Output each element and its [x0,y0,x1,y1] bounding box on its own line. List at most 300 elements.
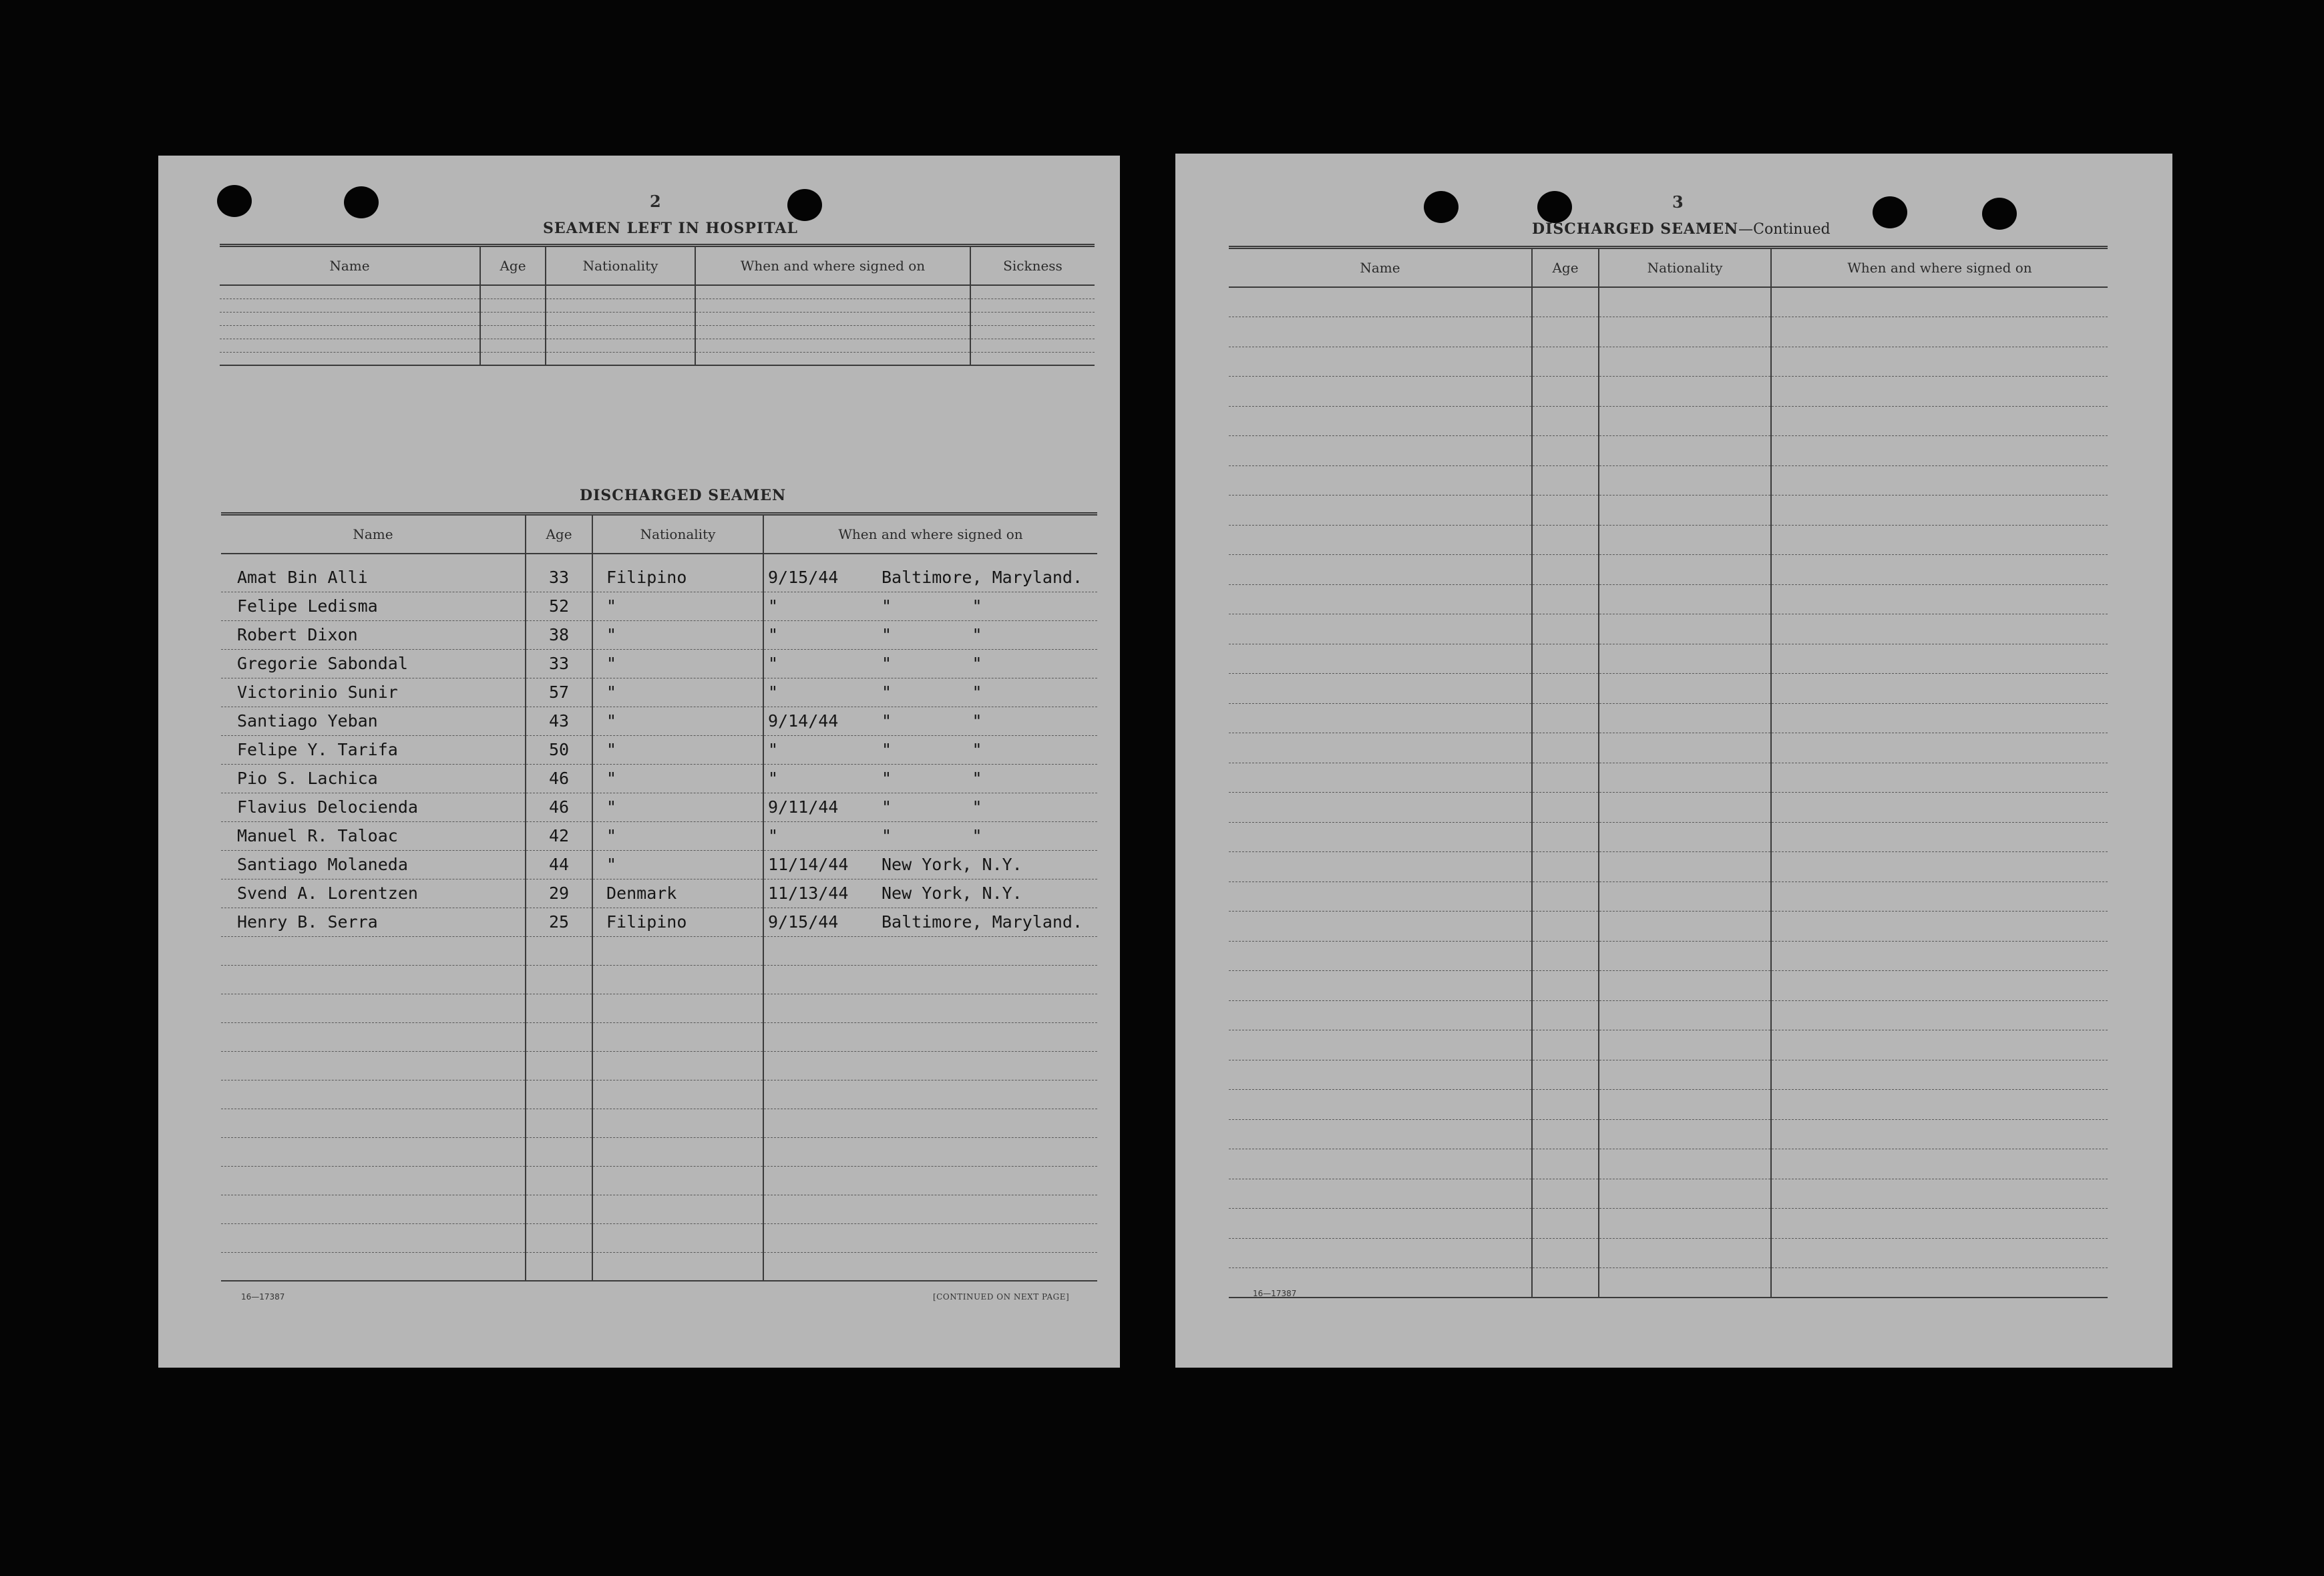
blank-row [1229,614,2108,644]
blank-cell [1229,377,1532,407]
seaman-nationality: " [592,678,763,707]
blank-row [220,312,1095,325]
seaman-nationality: " [592,735,763,764]
blank-row [1229,406,2108,436]
blank-cell [1771,555,2108,585]
seaman-name: Robert Dixon [221,620,526,649]
blank-cell [1599,584,1771,614]
seaman-nationality: Filipino [592,908,763,936]
signed-on-place: " " [882,596,982,616]
blank-cell [1229,525,1532,555]
blank-cell [221,1223,526,1252]
blank-cell [1599,377,1771,407]
table-row [221,764,1097,793]
signed-on-cell [763,649,1097,678]
blank-cell [221,1051,526,1080]
seaman-nationality: Denmark [592,879,763,908]
table-row [221,735,1097,764]
blank-row [1229,971,2108,1001]
blank-cell [1771,584,2108,614]
blank-cell [1599,525,1771,555]
blank-row [1229,287,2108,317]
blank-cell [1229,703,1532,733]
signed-on-cell [763,764,1097,793]
blank-cell [1771,733,2108,763]
blank-cell [592,936,763,965]
right-section-title-main: DISCHARGED SEAMEN [1532,220,1739,238]
blank-cell [1229,763,1532,793]
blank-cell [526,1137,592,1166]
table-row [221,821,1097,850]
blank-cell [1532,555,1599,585]
blank-cell [763,1137,1097,1166]
column-header-when-where: When and where signed on [763,514,1097,554]
seaman-age: 46 [526,793,592,821]
blank-cell [1771,941,2108,971]
page-number: 2 [650,192,661,211]
blank-cell [1771,1090,2108,1120]
column-header-age: Age [1532,248,1599,288]
blank-row [1229,1209,2108,1239]
seaman-name: Santiago Yeban [221,707,526,735]
blank-cell [763,1223,1097,1252]
seaman-age: 46 [526,764,592,793]
punch-hole-icon [1873,196,1907,228]
blank-cell [1229,614,1532,644]
blank-cell [1771,465,2108,496]
blank-cell [546,285,695,299]
blank-cell [1771,317,2108,347]
table-row [221,678,1097,707]
blank-cell [221,936,526,965]
blank-cell [1599,436,1771,466]
column-header-nationality: Nationality [546,246,695,286]
blank-cell [1771,674,2108,704]
blank-cell [546,352,695,365]
signed-on-date: " [768,625,779,644]
blank-cell [1771,852,2108,882]
blank-cell [1771,287,2108,317]
blank-cell [221,965,526,994]
spacer-cell [592,554,763,563]
signed-on-cell [763,620,1097,649]
blank-cell [592,1195,763,1223]
blank-cell [1532,822,1599,852]
blank-cell [526,1223,592,1252]
blank-row [1229,436,2108,466]
signed-on-date: 9/14/44 [768,711,839,731]
blank-cell [1229,496,1532,526]
blank-cell [1532,1119,1599,1149]
blank-row [1229,1000,2108,1030]
blank-cell [480,285,546,299]
blank-cell [592,1022,763,1051]
seaman-nationality: " [592,821,763,850]
punch-hole-icon [217,185,252,217]
blank-row [1229,1179,2108,1209]
seaman-nationality: " [592,592,763,620]
right-section-title-suffix: —Continued [1738,221,1830,238]
blank-cell [546,339,695,352]
blank-cell [592,994,763,1022]
blank-cell [1229,1119,1532,1149]
blank-cell [480,325,546,339]
seaman-name: Amat Bin Alli [221,563,526,592]
blank-cell [546,299,695,312]
punch-hole-icon [1537,191,1572,223]
blank-row [221,1195,1097,1223]
seaman-age: 33 [526,649,592,678]
blank-row [1229,763,2108,793]
spacer-cell [763,554,1097,563]
blank-cell [221,1109,526,1137]
signed-on-place: " " [882,711,982,731]
blank-cell [695,285,970,299]
seaman-age: 44 [526,850,592,879]
right-page [1175,154,2172,1368]
signed-on-date: " [768,740,779,759]
blank-cell [1599,317,1771,347]
blank-cell [1229,733,1532,763]
blank-row [1229,555,2108,585]
seaman-nationality: " [592,793,763,821]
blank-row [1229,317,2108,347]
blank-row [221,994,1097,1022]
blank-cell [1532,1179,1599,1209]
blank-cell [763,965,1097,994]
blank-cell [480,299,546,312]
blank-cell [1771,1119,2108,1149]
blank-cell [1532,1060,1599,1090]
signed-on-date: " [768,826,779,845]
discharged-section-title: DISCHARGED SEAMEN [580,487,787,504]
blank-cell [1532,1149,1599,1179]
blank-cell [220,339,480,352]
blank-cell [1599,733,1771,763]
blank-row [1229,941,2108,971]
blank-cell [1229,287,1532,317]
signed-on-cell [763,592,1097,620]
blank-row [1229,1119,2108,1149]
blank-cell [1599,1060,1771,1090]
blank-cell [1599,674,1771,704]
blank-cell [546,312,695,325]
signed-on-place: " " [882,682,982,702]
blank-cell [1532,703,1599,733]
blank-row [221,1080,1097,1109]
blank-cell [1229,644,1532,674]
blank-row [221,1137,1097,1166]
seaman-age: 38 [526,620,592,649]
column-header-name: Name [1229,248,1532,288]
seaman-name: Henry B. Serra [221,908,526,936]
seaman-age: 57 [526,678,592,707]
column-header-name: Name [221,514,526,554]
blank-row [1229,1030,2108,1060]
blank-cell [1599,1238,1771,1268]
blank-cell [763,1109,1097,1137]
blank-cell [526,936,592,965]
blank-cell [1229,584,1532,614]
blank-cell [1532,674,1599,704]
blank-cell [1599,793,1771,823]
signed-on-cell [763,879,1097,908]
blank-cell [1532,852,1599,882]
blank-cell [763,1051,1097,1080]
blank-cell [1229,406,1532,436]
blank-cell [1771,971,2108,1001]
blank-cell [1771,793,2108,823]
table-row [221,879,1097,908]
signed-on-place: New York, N.Y. [882,855,1022,874]
blank-row [221,1109,1097,1137]
table-row [221,563,1097,592]
discharged-table [221,512,1097,1282]
blank-cell [1771,1179,2108,1209]
blank-cell [220,325,480,339]
blank-row [1229,1238,2108,1268]
blank-row [1229,1060,2108,1090]
blank-cell [1771,822,2108,852]
blank-cell [221,994,526,1022]
blank-cell [1532,1090,1599,1120]
table-row [221,908,1097,936]
blank-cell [1229,1030,1532,1060]
blank-row [1229,733,2108,763]
blank-cell [970,312,1095,325]
blank-cell [526,1080,592,1109]
blank-cell [1599,881,1771,912]
blank-cell [526,1051,592,1080]
blank-cell [695,312,970,325]
blank-cell [970,299,1095,312]
blank-cell [1771,703,2108,733]
blank-cell [970,352,1095,365]
blank-cell [1599,703,1771,733]
blank-row [1229,496,2108,526]
blank-cell [221,1022,526,1051]
blank-cell [480,352,546,365]
blank-cell [1532,525,1599,555]
blank-row [220,352,1095,365]
blank-cell [763,994,1097,1022]
blank-cell [1771,912,2108,942]
signed-on-place: Baltimore, Maryland. [882,567,1083,587]
blank-cell [695,352,970,365]
signed-on-date: 11/13/44 [768,883,849,903]
blank-cell [1532,912,1599,942]
blank-cell [1599,555,1771,585]
blank-cell [220,312,480,325]
blank-row [1229,644,2108,674]
blank-cell [1532,1238,1599,1268]
blank-cell [1771,644,2108,674]
blank-row [221,1252,1097,1281]
blank-cell [1599,287,1771,317]
signed-on-date: " [768,654,779,673]
blank-cell [1229,1238,1532,1268]
signed-on-place: " " [882,826,982,845]
signed-on-place: " " [882,769,982,788]
blank-cell [1532,317,1599,347]
continued-note: [CONTINUED ON NEXT PAGE] [933,1292,1070,1302]
blank-row [1229,912,2108,942]
blank-row [1229,525,2108,555]
signed-on-cell [763,678,1097,707]
signed-on-place: " " [882,740,982,759]
blank-cell [526,994,592,1022]
seaman-name: Santiago Molaneda [221,850,526,879]
blank-cell [480,312,546,325]
blank-row [221,965,1097,994]
blank-cell [1229,793,1532,823]
blank-cell [695,339,970,352]
blank-cell [1599,822,1771,852]
seaman-name: Gregorie Sabondal [221,649,526,678]
blank-cell [1229,555,1532,585]
blank-cell [1532,614,1599,644]
blank-cell [1599,496,1771,526]
seaman-age: 52 [526,592,592,620]
table-row [221,850,1097,879]
seaman-name: Victorinio Sunir [221,678,526,707]
blank-cell [1599,1149,1771,1179]
blank-cell [970,325,1095,339]
column-header-age: Age [480,246,546,286]
blank-cell [592,1051,763,1080]
blank-row [1229,852,2108,882]
blank-cell [1771,881,2108,912]
blank-row [1229,1268,2108,1298]
spacer-row [221,554,1097,563]
blank-cell [526,1022,592,1051]
hospital-table [220,244,1095,366]
blank-row [220,325,1095,339]
table-row [221,707,1097,735]
blank-cell [1229,1149,1532,1179]
blank-cell [1599,912,1771,942]
signed-on-place: New York, N.Y. [882,883,1022,903]
signed-on-place: " " [882,654,982,673]
blank-cell [1532,1209,1599,1239]
right-header-row [1229,248,2108,288]
blank-cell [1771,1209,2108,1239]
blank-cell [1229,852,1532,882]
right-discharged-table [1229,246,2108,1298]
blank-cell [592,1080,763,1109]
blank-cell [1532,644,1599,674]
blank-cell [1229,1060,1532,1090]
seaman-name: Pio S. Lachica [221,764,526,793]
blank-cell [1229,1209,1532,1239]
blank-cell [221,1195,526,1223]
blank-cell [695,325,970,339]
blank-cell [1771,347,2108,377]
seaman-name: Felipe Ledisma [221,592,526,620]
blank-cell [221,1080,526,1109]
blank-cell [1532,584,1599,614]
blank-cell [763,1080,1097,1109]
blank-cell [221,1166,526,1195]
blank-cell [220,285,480,299]
blank-cell [1229,317,1532,347]
signed-on-date: " [768,682,779,702]
signed-on-place: " " [882,797,982,817]
seaman-age: 25 [526,908,592,936]
blank-cell [1771,377,2108,407]
blank-cell [1229,822,1532,852]
form-code: 16—17387 [241,1292,285,1302]
hospital-section-title: SEAMEN LEFT IN HOSPITAL [543,220,798,237]
hospital-header-row [220,246,1095,286]
blank-cell [1771,1060,2108,1090]
column-header-sickness: Sickness [970,246,1095,286]
blank-row [220,339,1095,352]
blank-cell [526,1252,592,1281]
blank-cell [592,1223,763,1252]
blank-row [221,1022,1097,1051]
table-row [221,649,1097,678]
blank-cell [1599,971,1771,1001]
blank-cell [1599,1000,1771,1030]
signed-on-date: 11/14/44 [768,855,849,874]
blank-row [221,1223,1097,1252]
blank-cell [1771,614,2108,644]
seaman-nationality: " [592,707,763,735]
seaman-nationality: " [592,620,763,649]
blank-cell [1532,881,1599,912]
seaman-age: 29 [526,879,592,908]
signed-on-place: Baltimore, Maryland. [882,912,1083,932]
signed-on-cell [763,850,1097,879]
signed-on-cell [763,793,1097,821]
blank-cell [1229,912,1532,942]
seaman-nationality: " [592,649,763,678]
blank-row [1229,1149,2108,1179]
blank-cell [1599,1090,1771,1120]
seaman-name: Svend A. Lorentzen [221,879,526,908]
blank-cell [1599,1119,1771,1149]
page-number: 3 [1672,192,1684,212]
blank-cell [1532,941,1599,971]
blank-cell [480,339,546,352]
blank-cell [1532,347,1599,377]
blank-row [1229,822,2108,852]
blank-cell [1771,1000,2108,1030]
column-header-nationality: Nationality [592,514,763,554]
blank-cell [221,1252,526,1281]
signed-on-date: " [768,596,779,616]
blank-cell [1599,1030,1771,1060]
blank-row [220,299,1095,312]
blank-cell [1229,436,1532,466]
blank-cell [1532,733,1599,763]
blank-row [1229,347,2108,377]
blank-cell [1532,496,1599,526]
blank-cell [1771,763,2108,793]
blank-cell [763,1022,1097,1051]
column-header-age: Age [526,514,592,554]
blank-cell [763,1252,1097,1281]
blank-cell [1599,852,1771,882]
seaman-name: Flavius Delocienda [221,793,526,821]
signed-on-cell [763,735,1097,764]
blank-cell [1771,436,2108,466]
blank-cell [1532,1030,1599,1060]
blank-cell [1599,941,1771,971]
blank-cell [1599,1268,1771,1298]
blank-cell [1599,1179,1771,1209]
